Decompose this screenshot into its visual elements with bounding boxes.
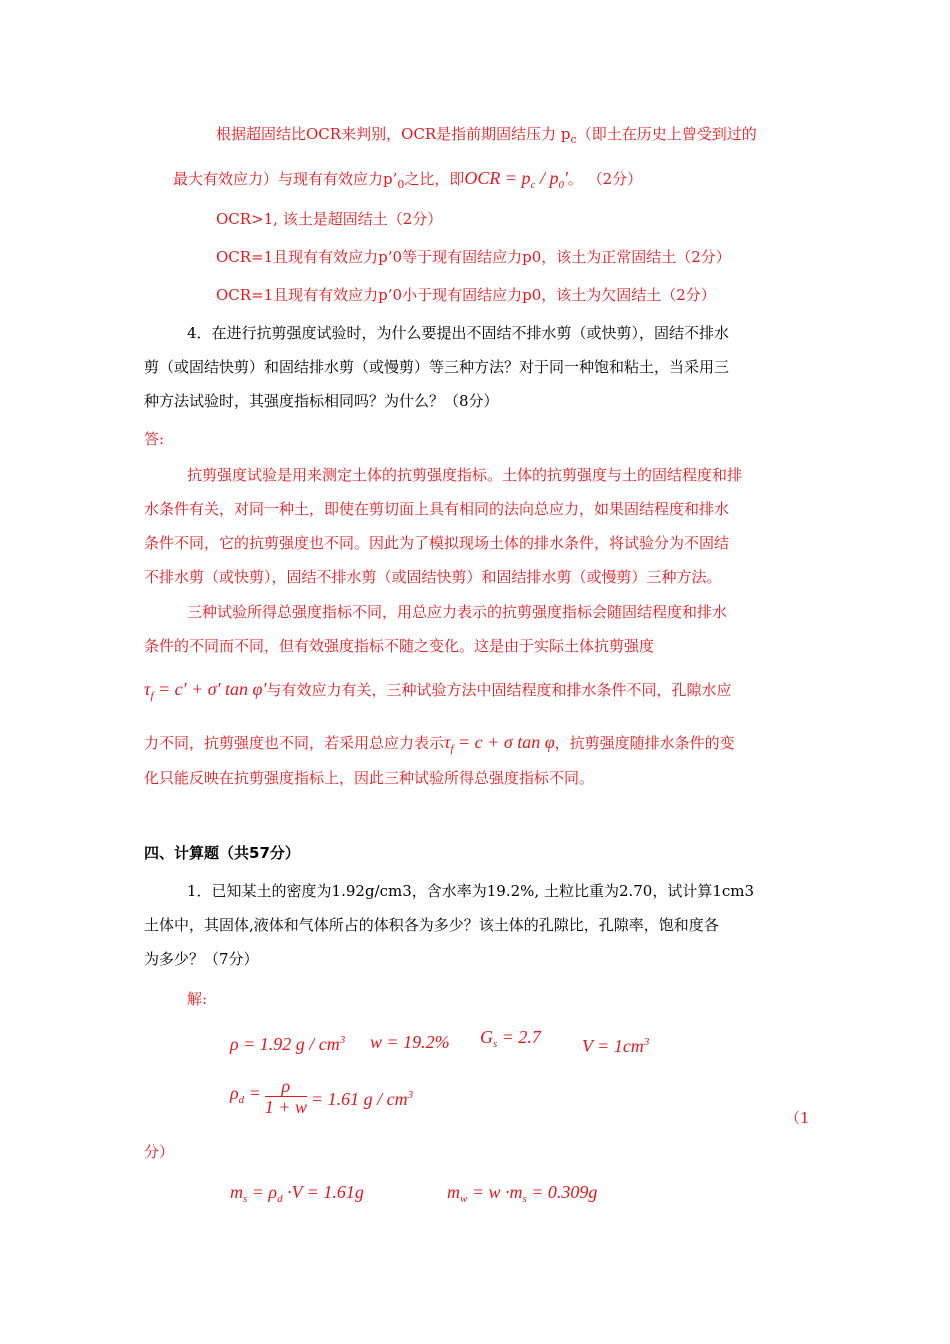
score-label-a: （1 bbox=[785, 1109, 810, 1127]
eq-specific-gravity: $G_s = 2.7$ bbox=[480, 1027, 541, 1050]
a4-p1-line-4: 不排水剪（或快剪），固结不排水剪（或固结快剪）和固结排水剪（或慢剪）三种方法。 bbox=[144, 568, 722, 586]
solution-label: 解: bbox=[187, 990, 208, 1008]
q4-line-3: 种方法试验时，其强度指标相同吗？为什么？（8分） bbox=[144, 392, 499, 410]
eq-density: ρ = 1.92 g / $cm^3$ bbox=[230, 1034, 346, 1054]
section-title: 四、计算题（共57分） bbox=[144, 844, 300, 862]
ocr-line-2: 最大有效应力）与现有有效应力$p’_0$之比，即OCR = $p_c / p_0'$。 （2分） bbox=[173, 168, 643, 191]
eq-water-content: w = 19.2% bbox=[370, 1032, 450, 1052]
a4-p1-line-1: 抗剪强度试验是用来测定土体的抗剪强度指标。土体的抗剪强度与土的固结程度和排 bbox=[187, 466, 743, 484]
ocr-case-1: OCR>1, 该土是超固结土（2分） bbox=[216, 210, 443, 228]
eq-volume: $V = 1cm^3$ bbox=[582, 1036, 650, 1056]
q4-line-1: 4．在进行抗剪强度试验时，为什么要提出不固结不排水剪（或快剪），固结不排水 bbox=[187, 324, 730, 342]
calc-q1-line-1: 1．已知某土的密度为1.92g/cm3，含水率为19.2%, 土粒比重为2.70，试计算1cm3 bbox=[187, 882, 755, 900]
q4-line-2: 剪（或固结快剪）和固结排水剪（或慢剪）等三种方法？对于同一种饱和粘土，当采用三 bbox=[144, 358, 730, 376]
a4-p1-line-2: 水条件有关，对同一种土，即使在剪切面上具有相同的法向总应力，如果固结程度和排水 bbox=[144, 500, 730, 518]
a4-p2-line-5: 化只能反映在抗剪强度指标上，因此三种试验所得总强度指标不同。 bbox=[144, 769, 595, 787]
total-stress-formula: $\tau_f = c + \sigma$ tan φ bbox=[444, 732, 555, 755]
ocr-formula: OCR = $p_c / p_0'$ bbox=[464, 168, 568, 191]
ocr-line-1: 根据超固结比OCR来判别，OCR是指前期固结压力 $p_c$（即土在历史上曾受到过的 bbox=[216, 125, 757, 146]
a4-p1-line-3: 条件不同，它的抗剪强度也不同。因此为了模拟现场土体的排水条件，将试验分为不固结 bbox=[144, 534, 730, 552]
score-label-b: 分） bbox=[144, 1143, 175, 1161]
effective-stress-formula: $\tau_f = c' + \sigma'$ tan φ′ bbox=[144, 679, 267, 702]
a4-p2-line-1: 三种试验所得总强度指标不同，用总应力表示的抗剪强度指标会随固结程度和排水 bbox=[187, 603, 728, 621]
calc-q1-line-2: 土体中，其固体,液体和气体所占的体积各为多少？该土体的孔隙比，孔隙率，饱和度各 bbox=[144, 916, 719, 934]
dry-density-fraction: $\frac{\rho}{1 + w}$ bbox=[264, 1076, 307, 1117]
calc-q1-line-3: 为多少？（7分） bbox=[144, 950, 259, 968]
eq-solid-mass: $m_s = \rho_d \cdot V = 1.61g$ bbox=[230, 1182, 364, 1205]
eq-dry-density: $\rho_d$ = $\frac{\rho}{1 + w}$ = 1.61 g / $cm^3$ bbox=[230, 1076, 414, 1117]
ocr-case-3: OCR=1且现有有效应力p’0小于现有固结应力p0，该土为欠固结土（2分） bbox=[216, 286, 716, 304]
eq-water-mass: $m_w = w \cdot m_s = 0.309g$ bbox=[447, 1182, 598, 1205]
a4-p2-line-3: $\tau_f = c' + \sigma'$ tan φ′与有效应力有关，三种试验方法中固结程度和排水条件不同，孔隙水应 bbox=[144, 679, 732, 702]
a4-p2-line-2: 条件的不同而不同，但有效强度指标不随之变化。这是由于实际土体抗剪强度 bbox=[144, 637, 655, 655]
answer-label: 答: bbox=[144, 430, 165, 448]
ocr-case-2: OCR=1且现有有效应力p’0等于现有固结应力p0，该土为正常固结土（2分） bbox=[216, 248, 731, 266]
a4-p2-line-4: 力不同，抗剪强度也不同，若采用总应力表示$\tau_f = c + \sigma$ tan φ，抗剪强度随排水条件的变 bbox=[144, 732, 735, 755]
